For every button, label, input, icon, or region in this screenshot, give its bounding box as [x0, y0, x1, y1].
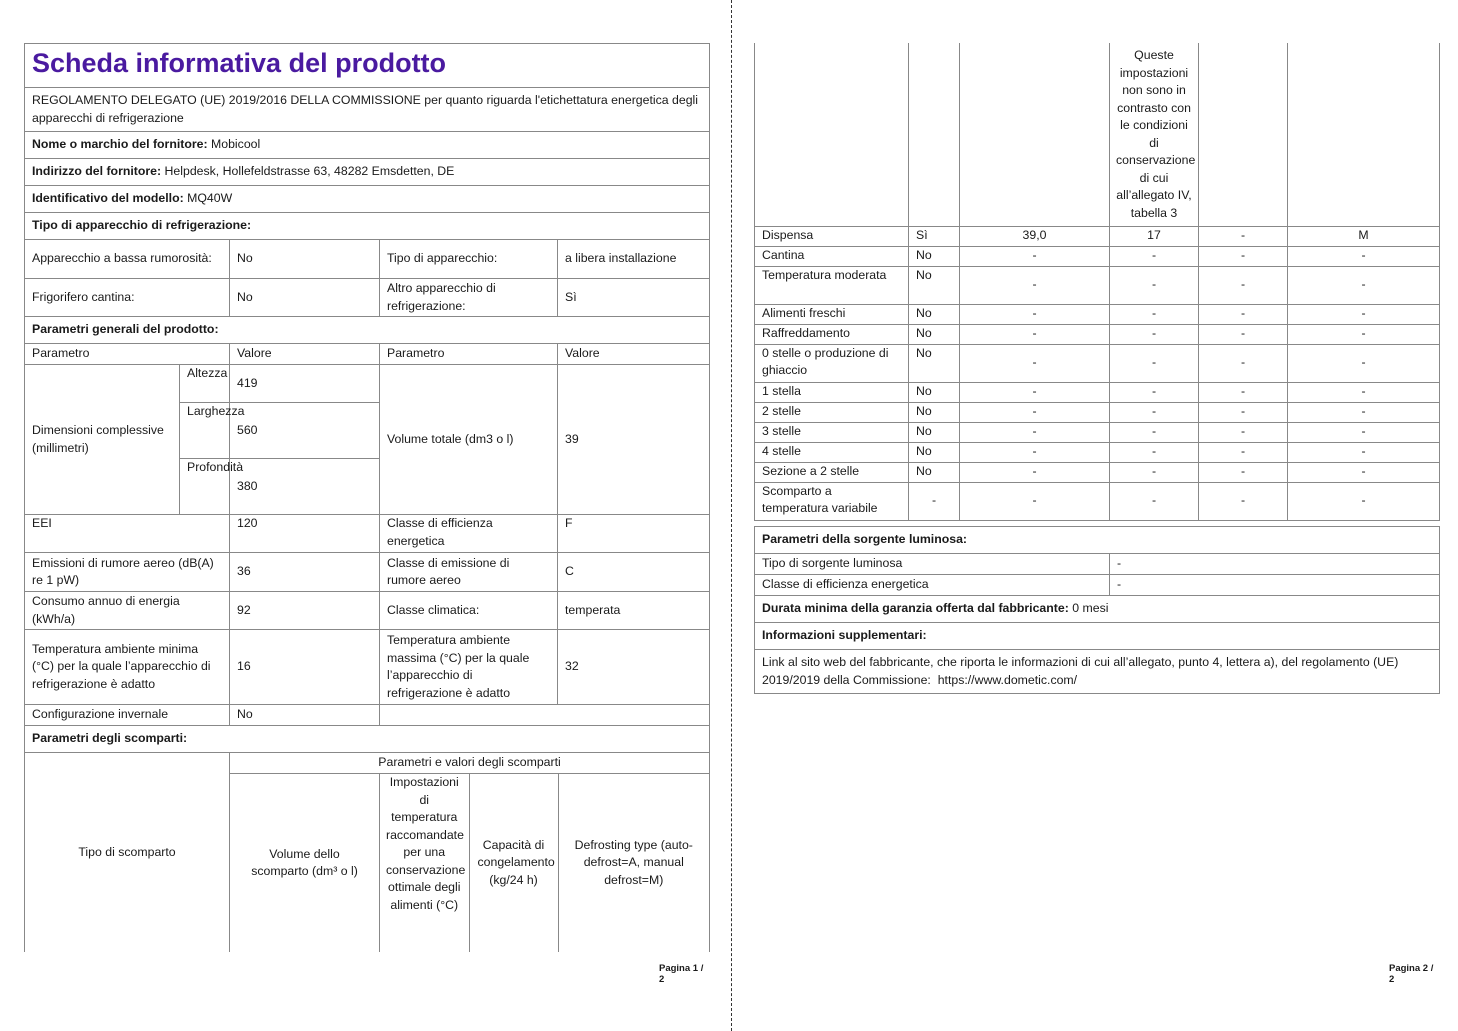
cont-empty-5 [1199, 43, 1288, 226]
eei-label: EEI [25, 515, 230, 553]
compartment-defrost: - [1288, 382, 1440, 402]
compartment-temp: - [1110, 462, 1199, 482]
page-2-footer: Pagina 2 / 2 [1389, 963, 1434, 985]
compartment-temp: - [1110, 382, 1199, 402]
compartment-freezing: - [1199, 422, 1288, 442]
compartment-freezing: - [1199, 344, 1288, 382]
compartment-volume: - [960, 442, 1110, 462]
page-1 [24, 0, 709, 1031]
product-info-table [24, 43, 710, 952]
additional-info [755, 650, 1440, 694]
table-row [755, 304, 1440, 324]
compartment-defrost: - [1288, 482, 1440, 520]
compartment-temp: - [1110, 246, 1199, 266]
model-id: MQ40W [187, 191, 233, 206]
other-appliance-label: Altro apparecchio di refrigerazione: [380, 279, 558, 317]
compartment-present: No [909, 304, 960, 324]
noise-class-value: C [558, 553, 710, 592]
compartment-defrost: - [1288, 266, 1440, 304]
compartment-present: No [909, 402, 960, 422]
compartment-type: 4 stelle [755, 442, 909, 462]
compartment-type: 1 stella [755, 382, 909, 402]
table-row [755, 482, 1440, 520]
compartment-type: Raffreddamento [755, 324, 909, 344]
guarantee-row [755, 596, 1440, 623]
cont-empty-3 [960, 43, 1110, 226]
col-param-1: Parametro [25, 344, 230, 365]
height-label: Altezza [180, 365, 230, 403]
supplier-name: Mobicool [211, 137, 261, 152]
guarantee-label: Durata minima della garanzia offerta dal fabbricante: [762, 601, 1069, 616]
table-row [755, 266, 1440, 304]
compartment-temp: - [1110, 324, 1199, 344]
compartment-temp: 17 [1110, 226, 1199, 246]
winter-value: No [230, 705, 380, 726]
compartment-temp: - [1110, 442, 1199, 462]
compartment-volume: - [960, 344, 1110, 382]
col-freezing: Capacità di congelamento (kg/24 h) [469, 774, 558, 952]
compartment-temp: - [1110, 344, 1199, 382]
height-value: 419 [230, 365, 380, 403]
max-temp-label: Temperatura ambiente massima (°C) per la quale l’apparecchio di refrigerazione è adatto [380, 630, 558, 705]
compartment-defrost: - [1288, 442, 1440, 462]
compartment-volume: - [960, 266, 1110, 304]
compartment-freezing: - [1199, 226, 1288, 246]
compartment-volume: - [960, 382, 1110, 402]
width-label: Larghezza [180, 403, 230, 459]
min-temp-value: 16 [230, 630, 380, 705]
table-row [755, 422, 1440, 442]
additional-heading: Informazioni supplementari: [755, 623, 1440, 650]
compartment-defrost: - [1288, 344, 1440, 382]
compartment-type: 2 stelle [755, 402, 909, 422]
table-row [755, 246, 1440, 266]
climate-class-label: Classe climatica: [380, 592, 558, 630]
compartment-temp: - [1110, 482, 1199, 520]
regulation-text: REGOLAMENTO DELEGATO (UE) 2019/2016 DELLA COMMISSIONE per quanto riguarda l'etichettatura energetica degli apparecchi di refrigerazione [25, 88, 710, 132]
light-source-table [754, 526, 1440, 694]
compartment-subheaders [380, 774, 710, 953]
energy-class-label: Classe di efficienza energetica [380, 515, 558, 553]
col-temp-setting: Impostazioni di temperatura raccomandate per una conservazione ottimale degli alimenti (°C) [380, 774, 469, 952]
width-value: 560 [230, 403, 380, 459]
compartment-volume: - [960, 482, 1110, 520]
noise-label: Emissioni di rumore aereo (dB(A) re 1 pW) [25, 553, 230, 592]
compartment-defrost: - [1288, 462, 1440, 482]
annual-energy-label: Consumo annuo di energia (kWh/a) [25, 592, 230, 630]
compartment-defrost: M [1288, 226, 1440, 246]
design-type-label: Tipo di apparecchio: [380, 240, 558, 279]
table-row [755, 324, 1440, 344]
min-temp-label: Temperatura ambiente minima (°C) per la quale l’apparecchio di refrigerazione è adatto [25, 630, 230, 705]
cont-empty-6 [1288, 43, 1440, 226]
col-param-2: Parametro [380, 344, 558, 365]
compartment-type: Scomparto a temperatura variabile [755, 482, 909, 520]
model-label: Identificativo del modello: [32, 191, 184, 206]
compartment-freezing: - [1199, 246, 1288, 266]
compartment-volume: - [960, 246, 1110, 266]
col-value-2: Valore [558, 344, 710, 365]
col-compartment-type: Tipo di scomparto [25, 753, 230, 953]
compartment-volume: - [960, 462, 1110, 482]
total-volume-label: Volume totale (dm3 o l) [380, 365, 558, 515]
wine-cabinet-label: Frigorifero cantina: [25, 279, 230, 317]
compartment-temp: - [1110, 266, 1199, 304]
compartment-params-header: Parametri e valori degli scomparti [230, 753, 710, 774]
compartment-present: No [909, 382, 960, 402]
col-value-1: Valore [230, 344, 380, 365]
compartment-freezing: - [1199, 266, 1288, 304]
supplier-name-row [25, 132, 710, 159]
compartment-temp: - [1110, 422, 1199, 442]
compartment-type: 3 stelle [755, 422, 909, 442]
cont-empty-2 [909, 43, 960, 226]
depth-label: Profondità [180, 459, 230, 515]
low-noise-value: No [230, 240, 380, 279]
climate-class-value: temperata [558, 592, 710, 630]
compartment-defrost: - [1288, 402, 1440, 422]
annual-energy-value: 92 [230, 592, 380, 630]
dimensions-label: Dimensioni complessive (millimetri) [25, 365, 180, 515]
table-row [755, 344, 1440, 382]
compartments-table [754, 43, 1440, 521]
light-class-label: Classe di efficienza energetica [755, 575, 1110, 596]
compartment-present: No [909, 462, 960, 482]
compartment-freezing: - [1199, 324, 1288, 344]
light-heading: Parametri della sorgente luminosa: [755, 527, 1440, 554]
total-volume-value: 39 [558, 365, 710, 515]
supplier-address-row [25, 159, 710, 186]
storage-conditions-note: Queste impostazioni non sono in contrasto con le condizioni di conservazione di cui all’allegato IV, tabella 3 [1110, 43, 1199, 226]
eei-value: 120 [230, 515, 380, 553]
page-title: Scheda informativa del prodotto [25, 44, 710, 88]
page-divider [731, 0, 732, 1031]
compartment-present: No [909, 266, 960, 304]
cont-empty-1 [755, 43, 909, 226]
depth-value: 380 [230, 459, 380, 515]
compartment-type: 0 stelle o produzione di ghiaccio [755, 344, 909, 382]
compartment-type: Dispensa [755, 226, 909, 246]
compartment-type: Sezione a 2 stelle [755, 462, 909, 482]
compartment-present: No [909, 344, 960, 382]
compartment-freezing: - [1199, 482, 1288, 520]
compartment-present: No [909, 324, 960, 344]
light-type-label: Tipo di sorgente luminosa [755, 554, 1110, 575]
col-defrost: Defrosting type (auto-defrost=A, manual defrost=M) [558, 774, 709, 952]
compartment-freezing: - [1199, 462, 1288, 482]
compartment-defrost: - [1288, 324, 1440, 344]
compartment-defrost: - [1288, 304, 1440, 324]
supplier-address: Helpdesk, Hollefeldstrasse 63, 48282 Emsdetten, DE [164, 164, 455, 179]
compartment-freezing: - [1199, 304, 1288, 324]
compartment-present: No [909, 442, 960, 462]
wine-cabinet-value: No [230, 279, 380, 317]
compartment-heading: Parametri degli scomparti: [25, 726, 710, 753]
compartment-type: Temperatura moderata [755, 266, 909, 304]
model-row [25, 186, 710, 213]
supplier-name-label: Nome o marchio del fornitore: [32, 137, 208, 152]
winter-label: Configurazione invernale [25, 705, 230, 726]
compartment-present: No [909, 246, 960, 266]
compartment-volume: - [960, 422, 1110, 442]
energy-class-value: F [558, 515, 710, 553]
table-row [755, 402, 1440, 422]
table-row [755, 442, 1440, 462]
table-row [755, 462, 1440, 482]
guarantee-value: 0 mesi [1072, 601, 1109, 616]
compartment-defrost: - [1288, 422, 1440, 442]
compartment-volume: - [960, 304, 1110, 324]
page-1-footer: Pagina 1 / 2 [659, 963, 704, 985]
design-type-value: a libera installazione [558, 240, 710, 279]
compartment-present: - [909, 482, 960, 520]
low-noise-label: Apparecchio a bassa rumorosità: [25, 240, 230, 279]
compartment-present: No [909, 422, 960, 442]
compartment-type: Cantina [755, 246, 909, 266]
compartment-volume: - [960, 402, 1110, 422]
winter-empty-cell [380, 705, 710, 726]
light-class-value: - [1110, 575, 1440, 596]
compartment-present: Sì [909, 226, 960, 246]
noise-class-label: Classe di emissione di rumore aereo [380, 553, 558, 592]
col-volume: Volume dello scomparto (dm³ o l) [230, 774, 380, 953]
table-row [755, 382, 1440, 402]
compartment-volume: - [960, 324, 1110, 344]
compartment-freezing: - [1199, 382, 1288, 402]
table-row [755, 226, 1440, 246]
light-type-value: - [1110, 554, 1440, 575]
appliance-type-heading: Tipo di apparecchio di refrigerazione: [25, 213, 710, 240]
compartment-freezing: - [1199, 442, 1288, 462]
max-temp-value: 32 [558, 630, 710, 705]
compartment-temp: - [1110, 402, 1199, 422]
supplier-address-label: Indirizzo del fornitore: [32, 164, 162, 179]
compartment-volume: 39,0 [960, 226, 1110, 246]
other-appliance-value: Sì [558, 279, 710, 317]
manufacturer-link[interactable]: https://www.dometic.com/ [937, 672, 1078, 687]
compartment-temp: - [1110, 304, 1199, 324]
page-2 [754, 0, 1439, 1031]
general-params-heading: Parametri generali del prodotto: [25, 317, 710, 344]
link-text: Link al sito web del fabbricante, che riporta le informazioni di cui all’allegato, punto 4, lettera a), del regolamento (UE) 2019/2019 della Commissione: [762, 655, 1399, 687]
compartment-defrost: - [1288, 246, 1440, 266]
compartment-type: Alimenti freschi [755, 304, 909, 324]
noise-value: 36 [230, 553, 380, 592]
compartment-freezing: - [1199, 402, 1288, 422]
